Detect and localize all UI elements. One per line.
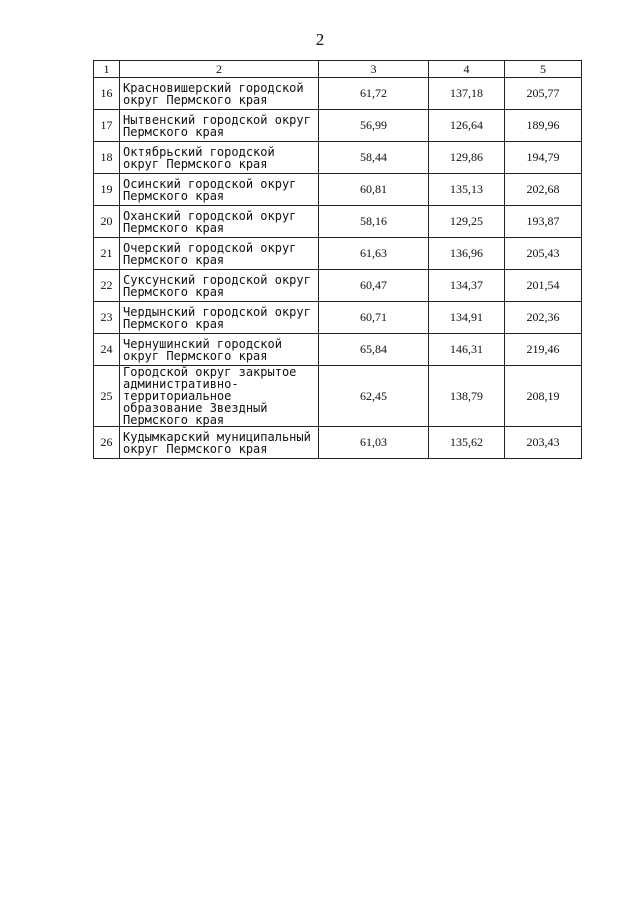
row-number: 17 <box>94 110 120 142</box>
value-col-5: 202,36 <box>505 302 582 334</box>
row-number: 25 <box>94 366 120 427</box>
table-row <box>94 427 582 459</box>
header-cell-1: 1 <box>94 61 120 78</box>
value-col-3: 58,16 <box>319 206 429 238</box>
district-name: Нытвенский городской округ Пермского края <box>120 110 319 142</box>
value-col-5: 202,68 <box>505 174 582 206</box>
row-number: 24 <box>94 334 120 366</box>
table-row <box>94 238 582 270</box>
value-col-3: 60,71 <box>319 302 429 334</box>
header-cell-3: 3 <box>319 61 429 78</box>
data-table <box>93 60 582 459</box>
row-number: 18 <box>94 142 120 174</box>
value-col-5: 205,43 <box>505 238 582 270</box>
value-col-4: 138,79 <box>429 366 505 427</box>
row-number: 22 <box>94 270 120 302</box>
row-number: 19 <box>94 174 120 206</box>
row-number: 26 <box>94 427 120 459</box>
district-name: Оханский городской округ Пермского края <box>120 206 319 238</box>
value-col-4: 126,64 <box>429 110 505 142</box>
district-name: Осинский городской округ Пермского края <box>120 174 319 206</box>
row-number: 23 <box>94 302 120 334</box>
row-number: 21 <box>94 238 120 270</box>
table-row <box>94 78 582 110</box>
value-col-3: 60,47 <box>319 270 429 302</box>
table-row <box>94 174 582 206</box>
value-col-5: 193,87 <box>505 206 582 238</box>
value-col-3: 61,72 <box>319 78 429 110</box>
district-name: Октябрьский городской округ Пермского края <box>120 142 319 174</box>
row-number: 16 <box>94 78 120 110</box>
value-col-3: 56,99 <box>319 110 429 142</box>
district-name: Городской округ закрытое административно-территориальное образование Звездный Пермского края <box>120 366 319 427</box>
value-col-4: 136,96 <box>429 238 505 270</box>
value-col-3: 60,81 <box>319 174 429 206</box>
value-col-3: 58,44 <box>319 142 429 174</box>
row-number: 20 <box>94 206 120 238</box>
header-cell-2: 2 <box>120 61 319 78</box>
value-col-4: 135,13 <box>429 174 505 206</box>
value-col-5: 219,46 <box>505 334 582 366</box>
header-row <box>94 61 582 78</box>
value-col-5: 189,96 <box>505 110 582 142</box>
table-row <box>94 206 582 238</box>
table-row <box>94 334 582 366</box>
district-name: Кудымкарский муниципальный округ Пермского края <box>120 427 319 459</box>
value-col-5: 208,19 <box>505 366 582 427</box>
value-col-5: 205,77 <box>505 78 582 110</box>
value-col-3: 61,63 <box>319 238 429 270</box>
value-col-3: 61,03 <box>319 427 429 459</box>
value-col-4: 137,18 <box>429 78 505 110</box>
value-col-4: 134,91 <box>429 302 505 334</box>
table-row <box>94 142 582 174</box>
value-col-3: 62,45 <box>319 366 429 427</box>
district-name: Очерский городской округ Пермского края <box>120 238 319 270</box>
value-col-4: 134,37 <box>429 270 505 302</box>
value-col-5: 201,54 <box>505 270 582 302</box>
value-col-4: 129,86 <box>429 142 505 174</box>
table-row <box>94 302 582 334</box>
value-col-5: 194,79 <box>505 142 582 174</box>
table-body <box>94 61 582 459</box>
table-row <box>94 366 582 427</box>
value-col-4: 146,31 <box>429 334 505 366</box>
table-row <box>94 110 582 142</box>
page-number: 2 <box>315 30 325 49</box>
value-col-4: 129,25 <box>429 206 505 238</box>
value-col-5: 203,43 <box>505 427 582 459</box>
district-name: Чернушинский городской округ Пермского края <box>120 334 319 366</box>
table-row <box>94 270 582 302</box>
district-name: Чердынский городской округ Пермского края <box>120 302 319 334</box>
value-col-3: 65,84 <box>319 334 429 366</box>
district-name: Красновишерский городской округ Пермского края <box>120 78 319 110</box>
header-cell-5: 5 <box>505 61 582 78</box>
district-name: Суксунский городской округ Пермского края <box>120 270 319 302</box>
value-col-4: 135,62 <box>429 427 505 459</box>
header-cell-4: 4 <box>429 61 505 78</box>
